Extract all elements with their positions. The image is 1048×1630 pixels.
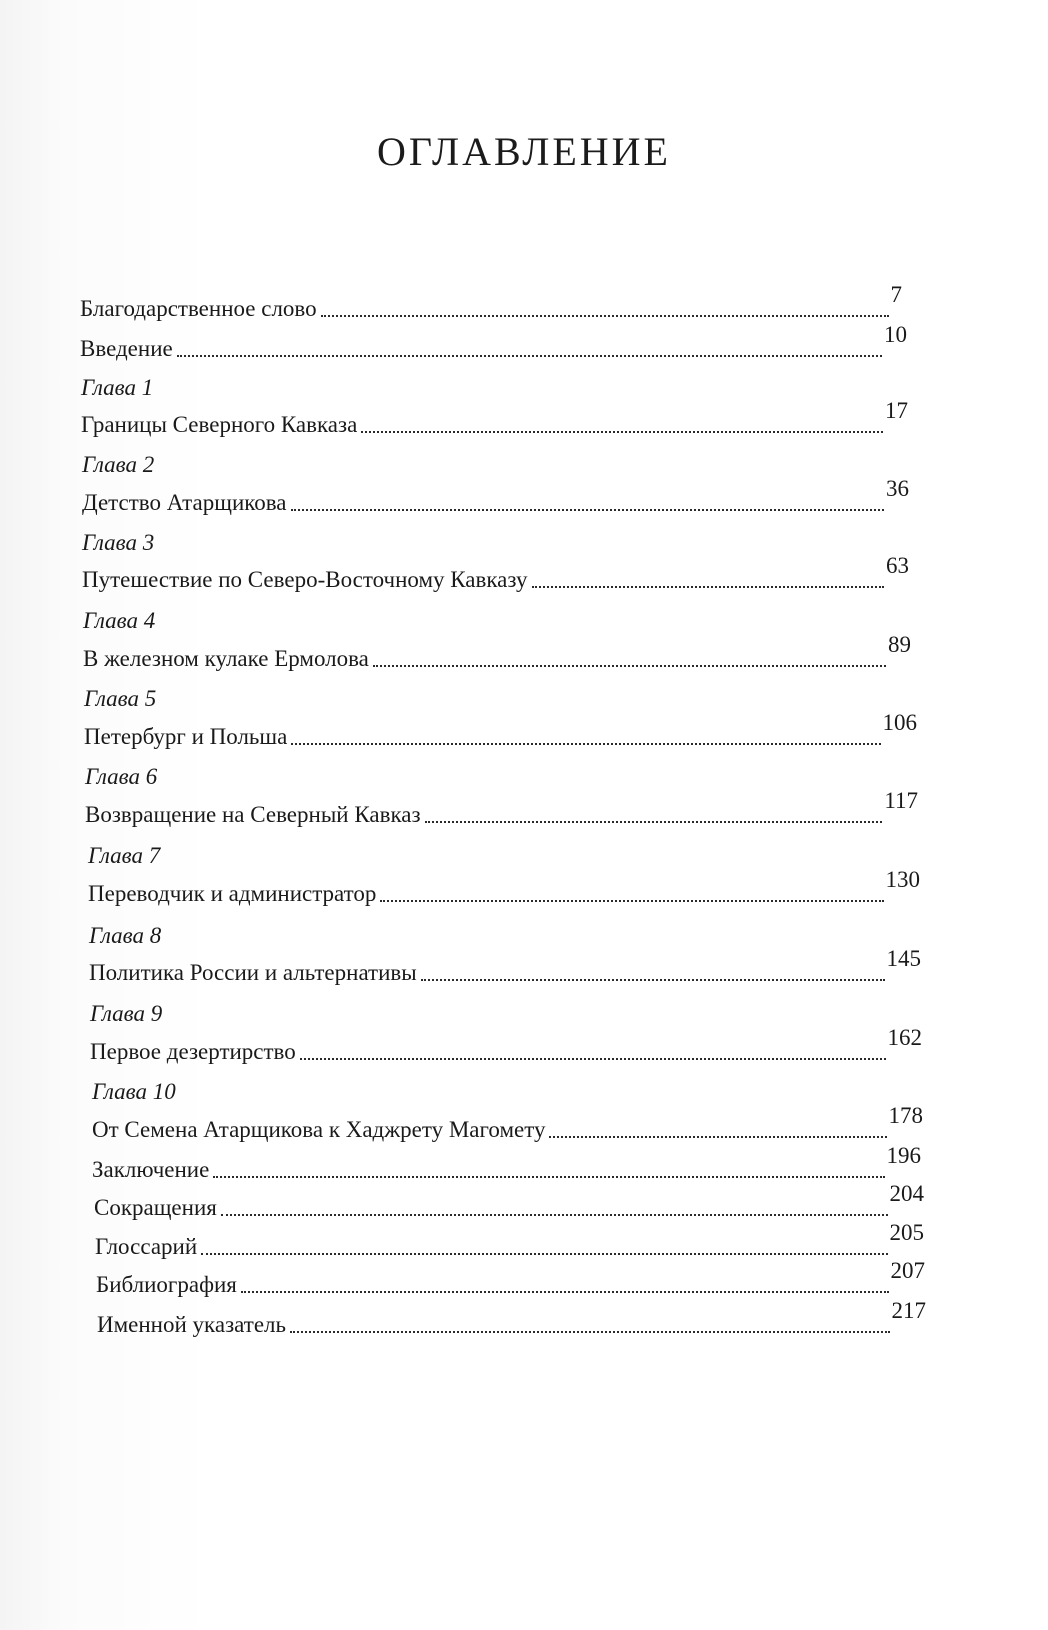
toc-entry	[89, 946, 921, 987]
toc-entry-label: Библиография	[96, 1272, 237, 1297]
toc-page-number: 217	[891, 1298, 926, 1323]
toc-page-number: 7	[890, 282, 902, 307]
dot-leader	[201, 1253, 887, 1255]
dot-leader	[549, 1136, 886, 1138]
chapter-number: Глава 6	[85, 764, 158, 789]
dot-leader	[421, 979, 885, 981]
toc-page-number: 106	[882, 710, 917, 735]
toc-page-number: 17	[885, 398, 908, 423]
toc-entry-label: Глоссарий	[95, 1234, 198, 1259]
toc-entry-label: Сокращения	[94, 1195, 217, 1220]
toc-page-number: 196	[886, 1143, 921, 1168]
toc-page-number: 130	[885, 867, 920, 892]
toc-entry	[80, 322, 907, 363]
dot-leader	[290, 1331, 889, 1333]
dot-leader	[532, 586, 885, 588]
toc-page-number: 207	[890, 1258, 925, 1283]
chapter-number: Глава 9	[90, 1001, 163, 1026]
dot-leader	[425, 821, 883, 823]
toc-page-number: 204	[889, 1181, 924, 1206]
toc-page-number: 36	[886, 476, 909, 501]
toc-page-number: 145	[886, 946, 921, 971]
toc-entry	[96, 1258, 925, 1299]
dot-leader	[300, 1058, 886, 1060]
dot-leader	[373, 665, 886, 667]
toc-entry-label: Именной указатель	[97, 1312, 287, 1337]
toc-entry	[81, 398, 908, 439]
toc-page-number: 89	[888, 632, 911, 657]
toc-page-number: 10	[884, 322, 907, 347]
chapter-number: Глава 10	[92, 1079, 176, 1104]
dot-leader	[291, 743, 880, 745]
chapter-number: Глава 3	[82, 530, 155, 555]
page-title: ОГЛАВЛЕНИЕ	[377, 129, 671, 174]
toc-entry-label: Детство Атарщикова	[82, 490, 287, 515]
toc-entry	[80, 282, 902, 323]
toc-entry-label: Возвращение на Северный Кавказ	[85, 802, 421, 827]
toc-entry-label: Переводчик и администратор	[88, 881, 377, 906]
toc-entry	[84, 710, 917, 751]
toc-entry	[90, 1025, 922, 1066]
toc-entry	[97, 1298, 926, 1339]
dot-leader	[291, 509, 884, 511]
toc-entry	[83, 632, 911, 673]
toc-entry	[85, 788, 918, 829]
toc-entry-label: В железном кулаке Ермолова	[83, 646, 369, 671]
chapter-number: Глава 2	[82, 452, 155, 477]
toc-entry-label: Заключение	[92, 1157, 210, 1182]
dot-leader	[321, 315, 889, 317]
chapter-number: Глава 8	[89, 923, 162, 948]
toc-entry-label: Первое дезертирство	[90, 1039, 296, 1064]
toc-entry-label: Путешествие по Северо-Восточному Кавказу	[82, 567, 528, 592]
dot-leader	[361, 431, 883, 433]
chapter-number: Глава 1	[81, 375, 154, 400]
chapter-number: Глава 5	[84, 686, 157, 711]
toc-entry	[88, 867, 920, 908]
toc-entry	[82, 476, 909, 517]
dot-leader	[241, 1291, 889, 1293]
toc-entry	[92, 1143, 921, 1184]
toc-entry-label: От Семена Атарщикова к Хаджрету Магомету	[92, 1117, 546, 1142]
toc-entry-label: Петербург и Польша	[84, 724, 288, 749]
toc-page-number: 63	[886, 553, 909, 578]
toc-entry	[82, 553, 909, 594]
dot-leader	[380, 900, 883, 902]
toc-entry-label: Введение	[80, 336, 173, 361]
dot-leader	[177, 355, 882, 357]
dot-leader	[221, 1214, 888, 1216]
toc-entry-label: Благодарственное слово	[80, 296, 317, 321]
toc-page-number: 162	[887, 1025, 922, 1050]
toc-entry	[94, 1181, 924, 1222]
toc-page-number: 117	[884, 788, 918, 813]
chapter-number: Глава 7	[88, 843, 161, 868]
toc-entry	[92, 1103, 923, 1144]
toc-page-number: 178	[888, 1103, 923, 1128]
chapter-number: Глава 4	[83, 608, 156, 633]
toc-entry-label: Границы Северного Кавказа	[81, 412, 358, 437]
toc-entry	[95, 1220, 924, 1261]
toc-entry-label: Политика России и альтернативы	[89, 960, 417, 985]
toc-page-number: 205	[889, 1220, 924, 1245]
dot-leader	[213, 1176, 884, 1178]
